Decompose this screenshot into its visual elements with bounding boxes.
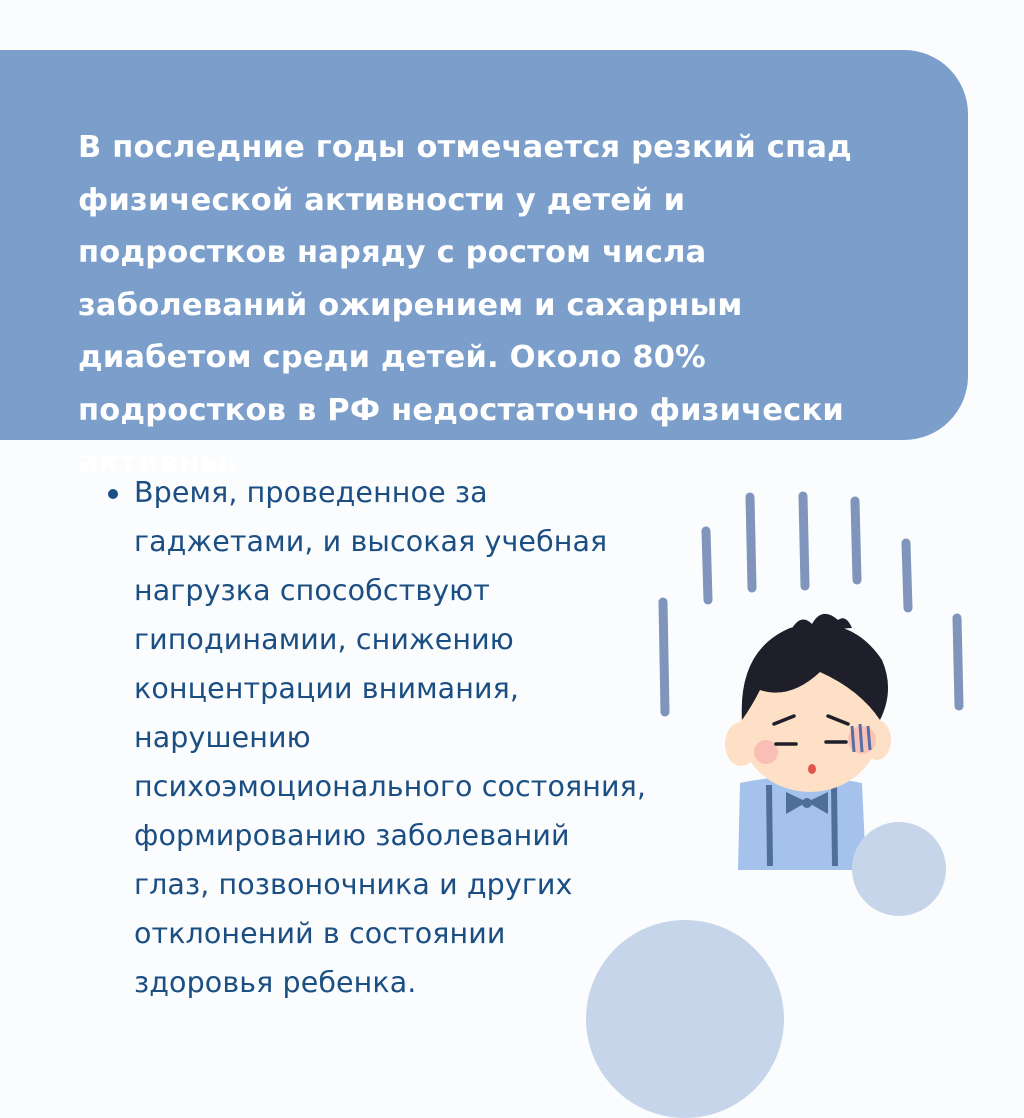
intro-banner	[0, 50, 968, 480]
decorative-circle-small	[852, 822, 946, 916]
intro-text: В последние годы отмечается резкий спад физической активности у детей и подростков наряду с ростом числа заболеваний ожирением и сахарным диабетом среди детей. Около 80% подростков в РФ недостаточно физически активны.	[78, 130, 852, 480]
bullet-text: Время, проведенное за гаджетами, и высокая учебная нагрузка способствуют гиподинамии, снижению концентрации внимания, нарушению психоэмоционального состояния, формированию заболеваний глаз, позвоночника и других отклонений в состоянии здоровья ребенка.	[134, 476, 647, 999]
bullet-dot-icon	[108, 489, 118, 499]
boy-head	[725, 614, 891, 792]
decorative-circle-large	[586, 920, 784, 1118]
list-item	[104, 468, 704, 1007]
sad-boy-gloom-icon	[640, 470, 1000, 920]
bullet-list	[104, 468, 704, 1007]
